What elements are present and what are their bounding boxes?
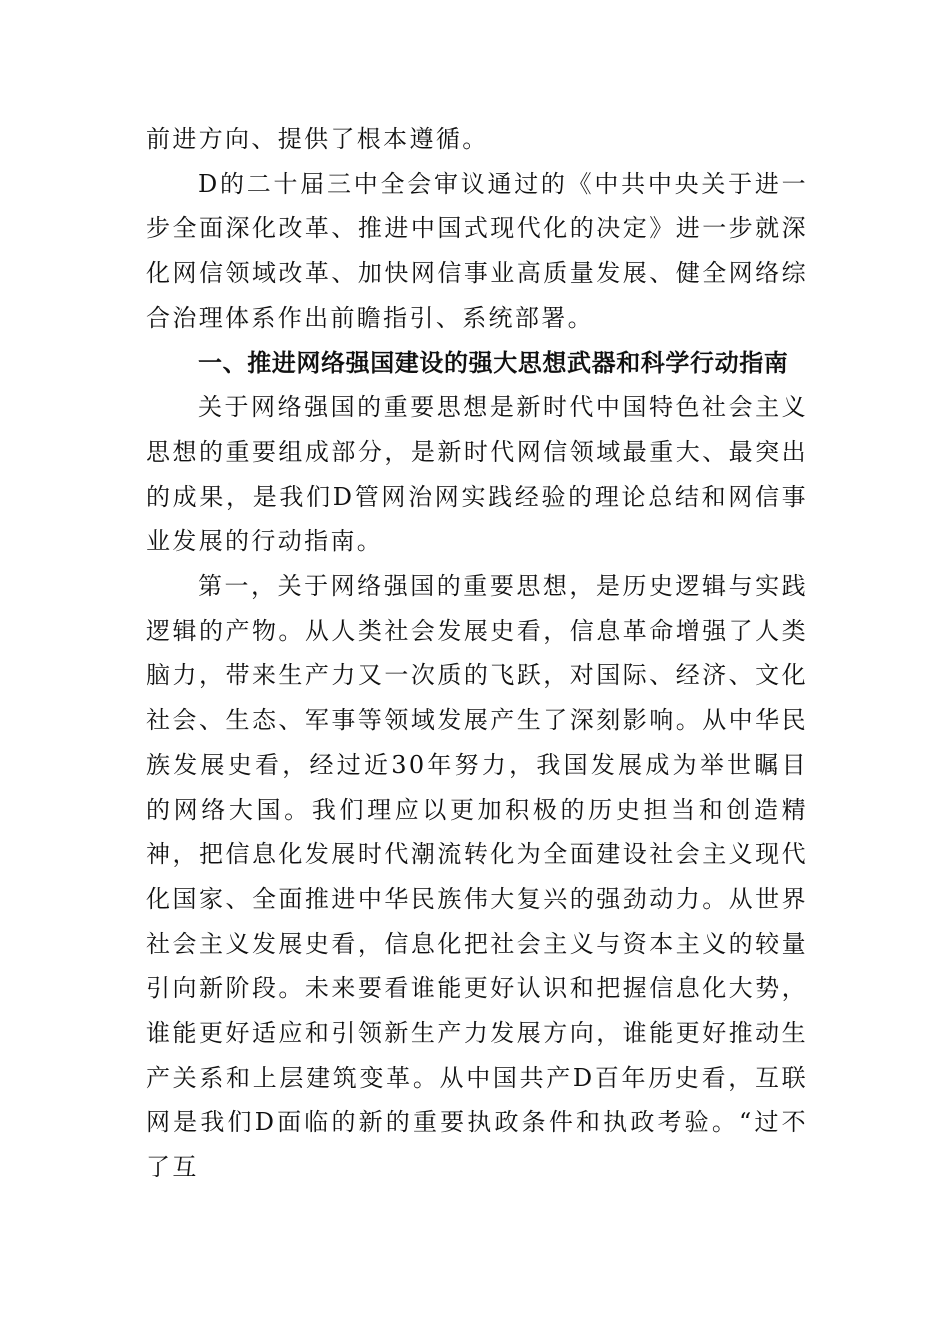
paragraph-third-plenum-decision: D的二十届三中全会审议通过的《中共中央关于进一步全面深化改革、推进中国式现代化的决定》进一步就深化网信领域改革、加快网信事业高质量发展、健全网络综合治理体系作出前瞻指引、系统部署。 — [146, 169, 808, 332]
paragraph-continuation: 前进方向、提供了根本遵循。 — [146, 125, 489, 153]
paragraph-cyber-power-thought: 关于网络强国的重要思想是新时代中国特色社会主义思想的重要组成部分，是新时代网信领域最重大、最突出的成果，是我们D管网治网实践经验的理论总结和网信事业发展的行动指南。 — [146, 393, 808, 556]
document-page — [146, 117, 808, 1190]
section-heading-1: 一、推进网络强国建设的强大思想武器和科学行动指南 — [198, 348, 789, 377]
paragraph-first-point: 第一，关于网络强国的重要思想，是历史逻辑与实践逻辑的产物。从人类社会发展史看，信息革命增强了人类脑力，带来生产力又一次质的飞跃，对国际、经济、文化社会、生态、军事等领域发展产生了深刻影响。从中华民族发展史看，经过近30年努力，我国发展成为举世瞩目的网络大国。我们理应以更加积极的历史担当和创造精神，把信息化发展时代潮流转化为全面建设社会主义现代化国家、全面推进中华民族伟大复兴的强劲动力。从世界社会主义发展史看，信息化把社会主义与资本主义的较量引向新阶段。未来要看谁能更好认识和把握信息化大势，谁能更好适应和引领新生产力发展方向，谁能更好推动生产关系和上层建筑变革。从中国共产D百年历史看，互联网是我们D面临的新的重要执政条件和执政考验。“过不了互 — [146, 572, 808, 1182]
